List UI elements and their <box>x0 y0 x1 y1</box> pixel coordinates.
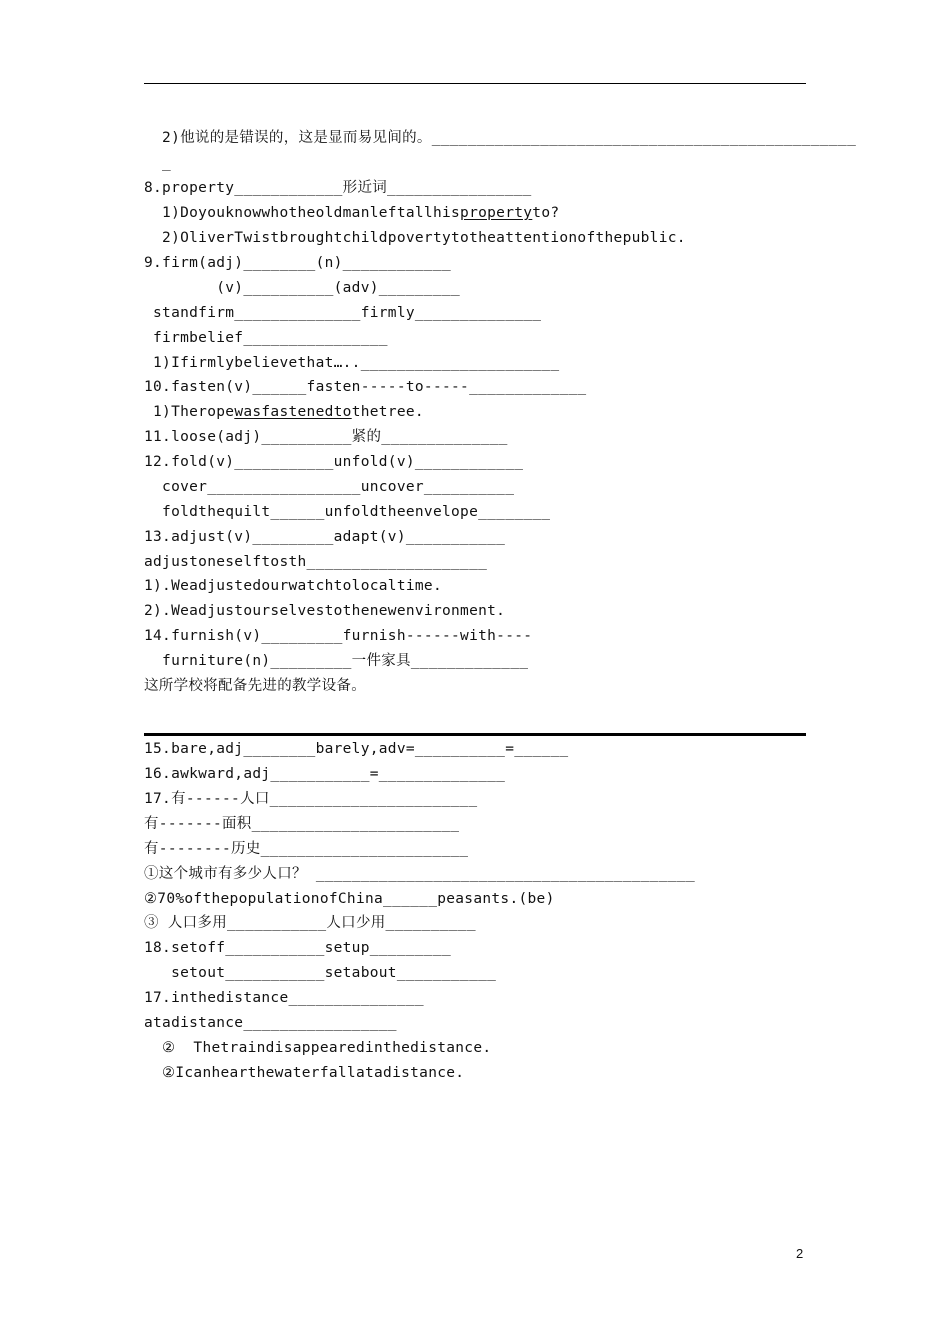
section-rule <box>144 733 806 736</box>
exercise-line: 18.setoff___________setup_________ <box>144 940 452 956</box>
exercise-line <box>144 203 559 223</box>
exercise-line: 2)他说的是错误的，这是显而易见间的。_______________________________________________ <box>144 130 857 146</box>
exercise-line: foldthequilt______unfoldtheenvelope________ <box>144 504 551 520</box>
exercise-line: ②Icanhearthewaterfallatadistance. <box>144 1065 465 1081</box>
exercise-line: 2)OliverTwistbroughtchildpovertytotheattentionofthepublic. <box>144 230 686 246</box>
exercise-line: (v)__________(adv)_________ <box>144 280 461 296</box>
exercise-line: 这所学校将配备先进的教学设备。 <box>144 678 366 694</box>
exercise-line: 15.bare,adj________barely,adv=__________=______ <box>144 741 569 757</box>
exercise-line: atadistance_________________ <box>144 1015 397 1031</box>
underlined-phrase: wasfastenedto <box>234 404 352 420</box>
exercise-line: 9.firm(adj)________(n)____________ <box>144 255 452 271</box>
exercise-line: firmbelief________________ <box>144 330 388 346</box>
exercise-line: 16.awkward,adj___________=______________ <box>144 766 506 782</box>
exercise-line: ③ 人口多用___________人口少用__________ <box>144 915 476 931</box>
exercise-line: 17.有------人口_______________________ <box>144 791 478 807</box>
exercise-line: furniture(n)_________一件家具_____________ <box>144 653 529 669</box>
exercise-line: 12.fold(v)___________unfold(v)____________ <box>144 454 524 470</box>
exercise-line: 14.furnish(v)_________furnish------with---- <box>144 628 533 644</box>
line-text: 1)Therope <box>144 404 235 420</box>
exercise-line: ②70%ofthepopulationofChina______peasants.(be) <box>144 891 555 907</box>
exercise-line: 11.loose(adj)__________紧的______________ <box>144 429 508 445</box>
exercise-line: ② Thetraindisappearedinthedistance. <box>144 1040 492 1056</box>
exercise-line: 有--------历史_______________________ <box>144 841 469 857</box>
exercise-line: 2).Weadjustourselvestothenewenvironment. <box>144 603 506 619</box>
line-text: 1)Doyouknowwhotheoldmanleftallhis <box>144 205 461 221</box>
exercise-line: 1)Ifirmlybelievethat…..______________________ <box>144 355 560 371</box>
exercise-line: 17.inthedistance_______________ <box>144 990 424 1006</box>
exercise-line <box>144 402 424 422</box>
line-text: thetree. <box>351 404 424 420</box>
exercise-line: adjustoneselftosth____________________ <box>144 554 488 570</box>
exercise-line: setout___________setabout___________ <box>144 965 497 981</box>
underlined-word: property <box>460 205 533 221</box>
exercise-line: cover_________________uncover__________ <box>144 479 515 495</box>
exercise-line: _ <box>144 155 172 171</box>
top-rule <box>144 83 806 84</box>
exercise-line: ①这个城市有多少人口？ __________________________________________ <box>144 866 696 882</box>
exercise-line: 10.fasten(v)______fasten-----to-----_____________ <box>144 379 587 395</box>
exercise-line: 1).Weadjustedourwatchtolocaltime. <box>144 578 442 594</box>
line-text: to? <box>532 205 560 221</box>
exercise-line: 8.property____________形近词________________ <box>144 180 532 196</box>
exercise-line: standfirm______________firmly______________ <box>144 305 542 321</box>
page-number: 2 <box>796 1246 804 1261</box>
exercise-line: 有-------面积_______________________ <box>144 816 460 832</box>
exercise-line: 13.adjust(v)_________adapt(v)___________ <box>144 529 506 545</box>
